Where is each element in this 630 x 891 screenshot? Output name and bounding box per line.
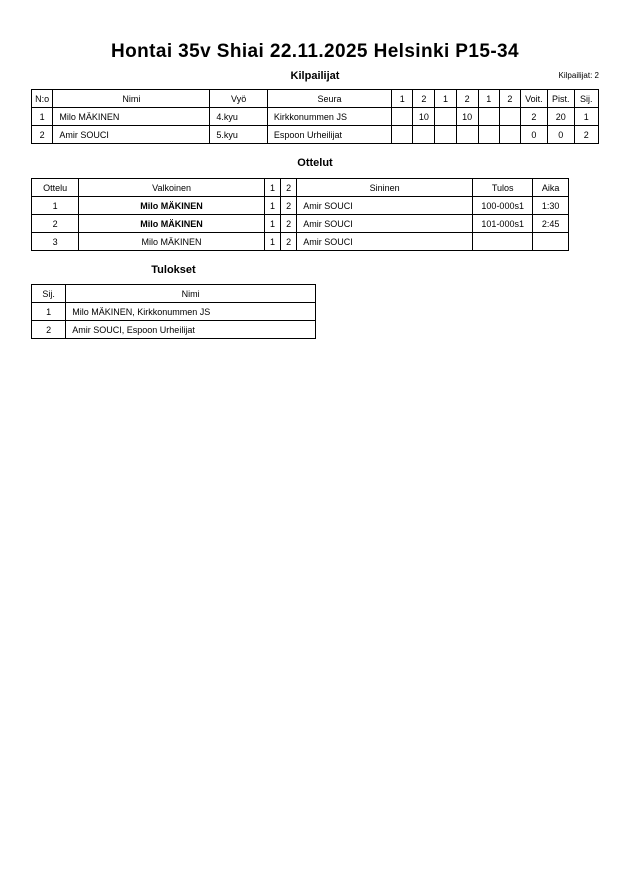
cell-match-3 (435, 108, 456, 126)
col-match-4: 2 (456, 90, 478, 108)
col-score-2: 2 (281, 179, 297, 197)
col-result: Tulos (473, 179, 533, 197)
col-match-no: Ottelu (32, 179, 79, 197)
results-table (31, 284, 316, 339)
cell-rank: 2 (574, 126, 598, 144)
col-no: N:o (32, 90, 53, 108)
col-time: Aika (533, 179, 569, 197)
cell-time (533, 233, 569, 251)
col-club: Seura (267, 90, 391, 108)
col-rank: Sij. (32, 285, 66, 303)
cell-match-5 (478, 126, 499, 144)
table-row (32, 303, 316, 321)
table-row (32, 321, 316, 339)
table-row (32, 197, 569, 215)
col-wins: Voit. (520, 90, 547, 108)
cell-score-2: 2 (281, 215, 297, 233)
cell-match-no: 1 (32, 197, 79, 215)
cell-match-no: 3 (32, 233, 79, 251)
col-blue: Sininen (297, 179, 473, 197)
col-points: Pist. (547, 90, 574, 108)
col-name: Nimi (53, 90, 210, 108)
cell-blue: Amir SOUCI (297, 197, 473, 215)
cell-name: Milo MÄKINEN (53, 108, 210, 126)
cell-rank: 2 (32, 321, 66, 339)
cell-match-2 (413, 126, 435, 144)
cell-match-2: 10 (413, 108, 435, 126)
cell-match-6 (499, 126, 520, 144)
cell-name: Amir SOUCI (53, 126, 210, 144)
cell-match-no: 2 (32, 215, 79, 233)
cell-wins: 2 (520, 108, 547, 126)
competitors-table (31, 89, 599, 144)
col-belt: Vyö (210, 90, 268, 108)
cell-white: Milo MÄKINEN (79, 215, 265, 233)
cell-result (473, 233, 533, 251)
cell-no: 2 (32, 126, 53, 144)
cell-club: Espoon Urheilijat (267, 126, 391, 144)
cell-score-1: 1 (264, 233, 280, 251)
cell-white: Milo MÄKINEN (79, 197, 265, 215)
table-header-row (32, 179, 569, 197)
cell-no: 1 (32, 108, 53, 126)
col-match-2: 2 (413, 90, 435, 108)
cell-score-1: 1 (264, 197, 280, 215)
table-row (32, 126, 599, 144)
competitors-heading: Kilpailijat (290, 70, 340, 82)
cell-match-1 (392, 108, 413, 126)
cell-name: Amir SOUCI, Espoon Urheilijat (66, 321, 316, 339)
table-header-row (32, 90, 599, 108)
matches-heading: Ottelut (297, 157, 333, 169)
col-white: Valkoinen (79, 179, 265, 197)
cell-match-6 (499, 108, 520, 126)
cell-score-2: 2 (281, 233, 297, 251)
col-match-1: 1 (392, 90, 413, 108)
table-header-row (32, 285, 316, 303)
table-row (32, 108, 599, 126)
cell-club: Kirkkonummen JS (267, 108, 391, 126)
results-heading: Tulokset (151, 264, 196, 276)
cell-white: Milo MÄKINEN (79, 233, 265, 251)
cell-result: 100-000s1 (473, 197, 533, 215)
competitors-count: Kilpailijat: 2 (558, 71, 599, 80)
col-match-5: 1 (478, 90, 499, 108)
cell-belt: 5.kyu (210, 126, 268, 144)
cell-points: 0 (547, 126, 574, 144)
cell-score-2: 2 (281, 197, 297, 215)
col-rank: Sij. (574, 90, 598, 108)
cell-belt: 4.kyu (210, 108, 268, 126)
cell-result: 101-000s1 (473, 215, 533, 233)
cell-blue: Amir SOUCI (297, 233, 473, 251)
cell-rank: 1 (32, 303, 66, 321)
cell-time: 2:45 (533, 215, 569, 233)
cell-name: Milo MÄKINEN, Kirkkonummen JS (66, 303, 316, 321)
cell-match-4 (456, 126, 478, 144)
page-title: Hontai 35v Shiai 22.11.2025 Helsinki P15-34 (111, 41, 519, 62)
cell-score-1: 1 (264, 215, 280, 233)
col-name: Nimi (66, 285, 316, 303)
table-row (32, 215, 569, 233)
cell-time: 1:30 (533, 197, 569, 215)
cell-match-5 (478, 108, 499, 126)
table-row (32, 233, 569, 251)
cell-match-4: 10 (456, 108, 478, 126)
cell-wins: 0 (520, 126, 547, 144)
col-score-1: 1 (264, 179, 280, 197)
cell-match-1 (392, 126, 413, 144)
cell-blue: Amir SOUCI (297, 215, 473, 233)
cell-points: 20 (547, 108, 574, 126)
cell-match-3 (435, 126, 456, 144)
cell-rank: 1 (574, 108, 598, 126)
col-match-3: 1 (435, 90, 456, 108)
matches-table (31, 178, 569, 251)
col-match-6: 2 (499, 90, 520, 108)
